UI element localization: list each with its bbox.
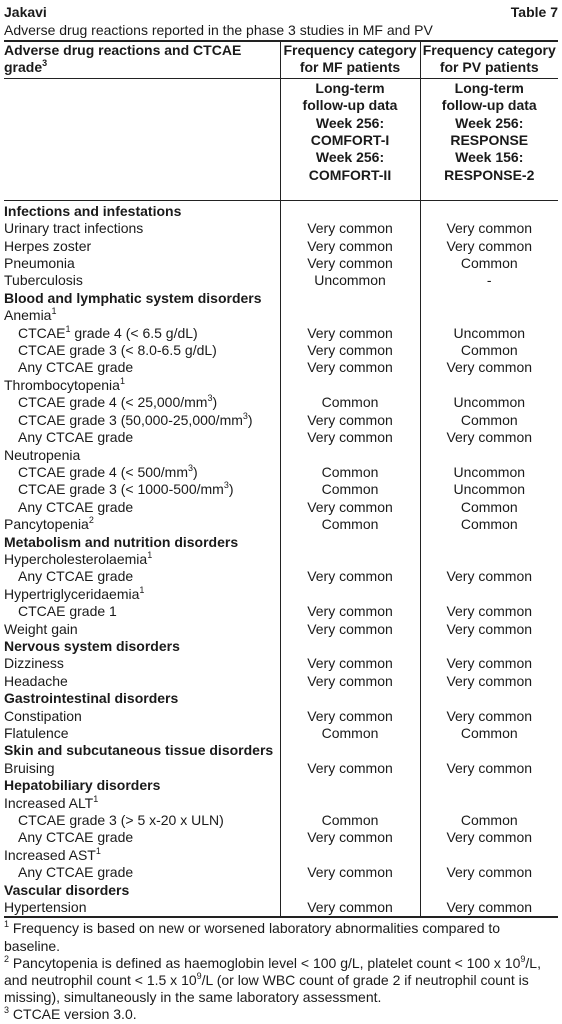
table-row bbox=[4, 551, 558, 568]
table-row bbox=[4, 603, 558, 620]
label-text: Bruising bbox=[4, 759, 55, 776]
reaction-label bbox=[4, 412, 280, 429]
subheader-line: follow-up data bbox=[441, 97, 537, 114]
section-row bbox=[4, 534, 558, 551]
pv-frequency: Very common bbox=[446, 568, 533, 585]
pv-frequency: Very common bbox=[446, 359, 533, 376]
pv-frequency: Common bbox=[460, 498, 518, 515]
pv-frequency: Uncommon bbox=[453, 463, 526, 480]
mf-frequency: Very common bbox=[280, 429, 420, 446]
subheader-line: Week 256: bbox=[315, 149, 385, 166]
label-text: Blood and lymphatic system disorders bbox=[4, 289, 262, 306]
footnote-mark: 1 bbox=[119, 375, 125, 386]
table-body bbox=[4, 200, 558, 917]
mf-frequency bbox=[280, 200, 420, 220]
footnote-mark: 3 bbox=[223, 480, 229, 491]
reaction-label bbox=[4, 359, 280, 376]
label-text: Hepatobiliary disorders bbox=[4, 777, 161, 794]
col1-footnote-mark: 3 bbox=[42, 58, 48, 69]
pv-frequency: Very common bbox=[446, 237, 533, 254]
label-text: Thrombocytopenia bbox=[4, 376, 120, 393]
reaction-label bbox=[4, 586, 280, 603]
label-text: Skin and subcutaneous tissue disorders bbox=[4, 742, 274, 759]
pv-frequency: Common bbox=[460, 342, 518, 359]
subheader-line: COMFORT-I bbox=[310, 132, 390, 149]
label-text: Nervous system disorders bbox=[4, 637, 180, 654]
pv-frequency: Very common bbox=[446, 603, 533, 620]
subheader-pv bbox=[420, 78, 558, 200]
mf-frequency: Very common bbox=[280, 708, 420, 725]
pv-frequency bbox=[420, 638, 558, 655]
table-row bbox=[4, 899, 558, 917]
pv-frequency: Uncommon bbox=[453, 324, 526, 341]
table-row bbox=[4, 621, 558, 638]
label-text: Dizziness bbox=[4, 655, 64, 672]
table-number: Table 7 bbox=[510, 4, 558, 20]
mf-frequency: Very common bbox=[280, 220, 420, 237]
subheader-line: COMFORT-II bbox=[308, 166, 392, 183]
footnote-text: /L, and neutrophil count < 1.5 x 10 bbox=[4, 954, 541, 989]
subheader-line: follow-up data bbox=[302, 97, 398, 114]
document-header bbox=[4, 4, 558, 22]
mf-frequency bbox=[280, 882, 420, 899]
mf-frequency: Common bbox=[280, 725, 420, 742]
label-text: Hypertension bbox=[4, 899, 87, 916]
subheader-line: RESPONSE-2 bbox=[444, 166, 535, 183]
table-row bbox=[4, 464, 558, 481]
table-row bbox=[4, 655, 558, 672]
table-row bbox=[4, 499, 558, 516]
footnote-number: 3 bbox=[4, 1005, 10, 1016]
reaction-label bbox=[4, 760, 280, 777]
reaction-label bbox=[4, 603, 280, 620]
table-row bbox=[4, 760, 558, 777]
reaction-label bbox=[4, 255, 280, 272]
subheader-line: Long-term bbox=[315, 79, 385, 96]
table-row bbox=[4, 359, 558, 376]
reaction-label bbox=[4, 829, 280, 846]
reaction-label bbox=[4, 342, 280, 359]
reaction-label bbox=[4, 516, 280, 533]
pv-frequency: Very common bbox=[446, 620, 533, 637]
reaction-label bbox=[4, 272, 280, 289]
label-text: Infections and infestations bbox=[4, 202, 182, 219]
mf-frequency bbox=[280, 377, 420, 394]
mf-frequency: Very common bbox=[280, 342, 420, 359]
reaction-label bbox=[4, 708, 280, 725]
mf-frequency: Very common bbox=[280, 568, 420, 585]
mf-frequency: Common bbox=[280, 516, 420, 533]
mf-frequency bbox=[280, 638, 420, 655]
pv-frequency: Common bbox=[460, 411, 518, 428]
reaction-label bbox=[4, 551, 280, 568]
column-header-mf: Frequency category for MF patients bbox=[280, 41, 420, 78]
reaction-label bbox=[4, 655, 280, 672]
section-heading bbox=[4, 638, 280, 655]
section-heading bbox=[4, 200, 280, 220]
mf-frequency: Uncommon bbox=[280, 272, 420, 289]
table-row bbox=[4, 394, 558, 411]
table-row bbox=[4, 325, 558, 342]
label-text: Hypercholesterolaemia bbox=[4, 550, 148, 567]
mf-frequency: Very common bbox=[280, 359, 420, 376]
mf-frequency: Common bbox=[280, 394, 420, 411]
label-text: Pneumonia bbox=[4, 255, 75, 272]
label-text: Anemia bbox=[4, 307, 52, 324]
pv-frequency bbox=[420, 777, 558, 794]
label-text: CTCAE grade 3 (< 1000-500/mm bbox=[18, 481, 224, 498]
pv-frequency: Uncommon bbox=[453, 394, 526, 411]
label-text: Any CTCAE grade bbox=[18, 498, 134, 515]
subheader-mf bbox=[280, 78, 420, 200]
pv-frequency: - bbox=[486, 272, 492, 289]
section-row bbox=[4, 638, 558, 655]
table-row bbox=[4, 481, 558, 498]
footnote-text: CTCAE version 3.0. bbox=[9, 1006, 137, 1023]
mf-frequency: Very common bbox=[280, 412, 420, 429]
footnote-mark: 3 bbox=[207, 393, 213, 404]
mf-frequency: Very common bbox=[280, 325, 420, 342]
mf-frequency: Very common bbox=[280, 255, 420, 272]
pv-frequency: Common bbox=[460, 516, 518, 533]
footnote-text: Frequency is based on new or worsened laboratory abnormalities compared to baseline. bbox=[4, 920, 501, 954]
footnote-mark: 1 bbox=[51, 306, 57, 317]
label-text: Herpes zoster bbox=[4, 237, 92, 254]
label-text: CTCAE bbox=[18, 324, 66, 341]
section-heading bbox=[4, 534, 280, 551]
label-text: Tuberculosis bbox=[4, 272, 83, 289]
subheader-line: RESPONSE bbox=[450, 132, 529, 149]
pv-frequency bbox=[420, 882, 558, 899]
label-text: Gastrointestinal disorders bbox=[4, 690, 179, 707]
section-row bbox=[4, 777, 558, 794]
label-text-suffix: ) bbox=[212, 394, 218, 411]
mf-frequency bbox=[280, 307, 420, 324]
subheader-line: Week 156: bbox=[455, 149, 524, 166]
reaction-label bbox=[4, 394, 280, 411]
pv-frequency bbox=[420, 847, 558, 864]
reaction-label bbox=[4, 499, 280, 516]
table-row bbox=[4, 377, 558, 394]
mf-frequency bbox=[280, 690, 420, 707]
reaction-label bbox=[4, 325, 280, 342]
mf-frequency: Common bbox=[280, 464, 420, 481]
label-text: Any CTCAE grade bbox=[18, 864, 134, 881]
label-text: Metabolism and nutrition disorders bbox=[4, 533, 239, 550]
footnote-mark: 1 bbox=[147, 549, 153, 560]
label-text: CTCAE grade 1 bbox=[18, 603, 117, 620]
mf-frequency bbox=[280, 777, 420, 794]
pv-frequency bbox=[420, 586, 558, 603]
table-row bbox=[4, 412, 558, 429]
mf-frequency: Very common bbox=[280, 760, 420, 777]
footnote bbox=[4, 955, 558, 1007]
table-row bbox=[4, 516, 558, 533]
brand-name: Jakavi bbox=[4, 4, 47, 20]
table-row bbox=[4, 447, 558, 464]
reaction-label bbox=[4, 899, 280, 917]
mf-frequency: Common bbox=[280, 812, 420, 829]
pv-frequency: Very common bbox=[446, 672, 533, 689]
table-caption: Adverse drug reactions reported in the phase 3 studies in MF and PV bbox=[4, 22, 433, 38]
mf-frequency bbox=[280, 290, 420, 307]
reaction-label bbox=[4, 812, 280, 829]
pv-frequency: Very common bbox=[446, 864, 533, 881]
pv-frequency: Common bbox=[460, 812, 518, 829]
footnote-mark: 1 bbox=[139, 584, 145, 595]
section-row bbox=[4, 290, 558, 307]
table-row bbox=[4, 725, 558, 742]
reaction-label bbox=[4, 621, 280, 638]
section-heading bbox=[4, 882, 280, 899]
label-text: Vascular disorders bbox=[4, 881, 130, 898]
label-text-suffix: grade 4 (< 6.5 g/dL) bbox=[70, 324, 198, 341]
reaction-label bbox=[4, 864, 280, 881]
table-row bbox=[4, 864, 558, 881]
reaction-label bbox=[4, 673, 280, 690]
table-row bbox=[4, 568, 558, 585]
pv-frequency bbox=[420, 290, 558, 307]
mf-frequency: Common bbox=[280, 481, 420, 498]
table-row bbox=[4, 708, 558, 725]
table-row bbox=[4, 795, 558, 812]
pv-frequency: Very common bbox=[446, 759, 533, 776]
label-text-suffix: ) bbox=[228, 481, 234, 498]
table-row bbox=[4, 220, 558, 237]
mf-frequency bbox=[280, 742, 420, 759]
adverse-reactions-table bbox=[4, 40, 558, 918]
table-row bbox=[4, 272, 558, 289]
reaction-label bbox=[4, 307, 280, 324]
pv-frequency: Very common bbox=[446, 829, 533, 846]
section-heading bbox=[4, 690, 280, 707]
pv-frequency: Very common bbox=[446, 429, 533, 446]
exponent: 9 bbox=[520, 953, 526, 964]
label-text: CTCAE grade 3 (< 8.0-6.5 g/dL) bbox=[18, 342, 217, 359]
reaction-label bbox=[4, 429, 280, 446]
table-row bbox=[4, 307, 558, 324]
table-row bbox=[4, 673, 558, 690]
footnote-mark: 3 bbox=[242, 410, 248, 421]
section-heading bbox=[4, 742, 280, 759]
pv-frequency bbox=[420, 377, 558, 394]
label-text-suffix: ) bbox=[193, 463, 198, 480]
table-row bbox=[4, 255, 558, 272]
table-row bbox=[4, 812, 558, 829]
reaction-label bbox=[4, 464, 280, 481]
section-row bbox=[4, 690, 558, 707]
col1-title: Adverse drug reactions and CTCAE grade bbox=[4, 42, 242, 76]
pv-frequency: Very common bbox=[446, 655, 533, 672]
footnote bbox=[4, 920, 558, 954]
subheader-line: Long-term bbox=[454, 79, 524, 96]
label-text: Any CTCAE grade bbox=[18, 568, 134, 585]
pv-frequency bbox=[420, 534, 558, 551]
reaction-label bbox=[4, 847, 280, 864]
mf-frequency: Very common bbox=[280, 673, 420, 690]
footnote bbox=[4, 1006, 558, 1023]
label-text: Hypertriglyceridaemia bbox=[4, 585, 140, 602]
table-row bbox=[4, 429, 558, 446]
mf-frequency: Very common bbox=[280, 655, 420, 672]
footnotes bbox=[4, 920, 558, 1023]
label-text: Neutropenia bbox=[4, 446, 81, 463]
footnote-number: 1 bbox=[4, 919, 10, 930]
pv-frequency: Uncommon bbox=[453, 481, 526, 498]
section-row bbox=[4, 882, 558, 899]
pv-frequency bbox=[420, 742, 558, 759]
label-text: Constipation bbox=[4, 707, 82, 724]
footnote-text: /L (or low WBC count of grade 2 if neutrophil count is missing), simultaneously in the same laboratory assessment. bbox=[4, 972, 529, 1006]
pv-frequency bbox=[420, 200, 558, 220]
footnote-mark: 3 bbox=[188, 462, 194, 473]
footnote-text: Pancytopenia is defined as haemoglobin level < 100 g/L, platelet count < 100 x 10 bbox=[9, 954, 521, 971]
subheader-line: Week 256: bbox=[455, 114, 524, 131]
pv-frequency: Very common bbox=[446, 899, 533, 916]
label-text: CTCAE grade 3 (> 5 x-20 x ULN) bbox=[18, 812, 224, 829]
subheader-line: Week 256: bbox=[315, 114, 385, 131]
mf-frequency: Very common bbox=[280, 238, 420, 255]
mf-frequency: Very common bbox=[280, 899, 420, 917]
table-row bbox=[4, 829, 558, 846]
pv-frequency bbox=[420, 551, 558, 568]
mf-frequency bbox=[280, 447, 420, 464]
reaction-label bbox=[4, 238, 280, 255]
mf-frequency bbox=[280, 534, 420, 551]
label-text: Increased AST bbox=[4, 846, 96, 863]
mf-frequency: Very common bbox=[280, 603, 420, 620]
reaction-label bbox=[4, 725, 280, 742]
mf-frequency: Very common bbox=[280, 829, 420, 846]
pv-frequency: Very common bbox=[446, 707, 533, 724]
label-text: CTCAE grade 4 (< 500/mm bbox=[18, 463, 189, 480]
pv-frequency bbox=[420, 447, 558, 464]
table-row bbox=[4, 847, 558, 864]
column-header-reactions bbox=[4, 41, 280, 78]
pv-frequency: Very common bbox=[446, 220, 533, 237]
column-header-pv: Frequency category for PV patients bbox=[420, 41, 558, 78]
label-text: Urinary tract infections bbox=[4, 220, 144, 237]
mf-frequency bbox=[280, 795, 420, 812]
table-row bbox=[4, 586, 558, 603]
label-text: Increased ALT bbox=[4, 794, 94, 811]
reaction-label bbox=[4, 481, 280, 498]
reaction-label bbox=[4, 447, 280, 464]
mf-frequency: Very common bbox=[280, 864, 420, 881]
footnote-mark: 1 bbox=[65, 323, 71, 334]
pv-frequency: Common bbox=[460, 255, 518, 272]
footnote-mark: 2 bbox=[88, 515, 94, 526]
label-text: CTCAE grade 4 (< 25,000/mm bbox=[18, 394, 208, 411]
label-text: Weight gain bbox=[4, 620, 78, 637]
table-row bbox=[4, 342, 558, 359]
pv-frequency bbox=[420, 795, 558, 812]
section-heading bbox=[4, 290, 280, 307]
pv-frequency bbox=[420, 690, 558, 707]
section-row bbox=[4, 742, 558, 759]
label-text: Flatulence bbox=[4, 725, 69, 741]
label-text: Any CTCAE grade bbox=[18, 829, 134, 846]
reaction-label bbox=[4, 795, 280, 812]
label-text: Pancytopenia bbox=[4, 516, 89, 533]
exponent: 9 bbox=[196, 971, 202, 982]
footnote-number: 2 bbox=[4, 953, 10, 964]
pv-frequency: Common bbox=[460, 725, 518, 741]
label-text: Headache bbox=[4, 672, 68, 689]
mf-frequency: Very common bbox=[280, 621, 420, 638]
footnote-mark: 1 bbox=[93, 793, 99, 804]
section-row bbox=[4, 200, 558, 220]
footnote-mark: 1 bbox=[95, 845, 101, 856]
label-text: Any CTCAE grade bbox=[18, 359, 134, 376]
reaction-label bbox=[4, 377, 280, 394]
reaction-label bbox=[4, 220, 280, 237]
mf-frequency bbox=[280, 586, 420, 603]
reaction-label bbox=[4, 568, 280, 585]
pv-frequency bbox=[420, 307, 558, 324]
table-row bbox=[4, 238, 558, 255]
subheader-empty-cell bbox=[4, 78, 280, 200]
mf-frequency: Very common bbox=[280, 499, 420, 516]
mf-frequency bbox=[280, 847, 420, 864]
mf-frequency bbox=[280, 551, 420, 568]
label-text: Any CTCAE grade bbox=[18, 429, 134, 446]
label-text-suffix: ) bbox=[247, 411, 253, 428]
label-text: CTCAE grade 3 (50,000-25,000/mm bbox=[18, 411, 243, 428]
section-heading bbox=[4, 777, 280, 794]
